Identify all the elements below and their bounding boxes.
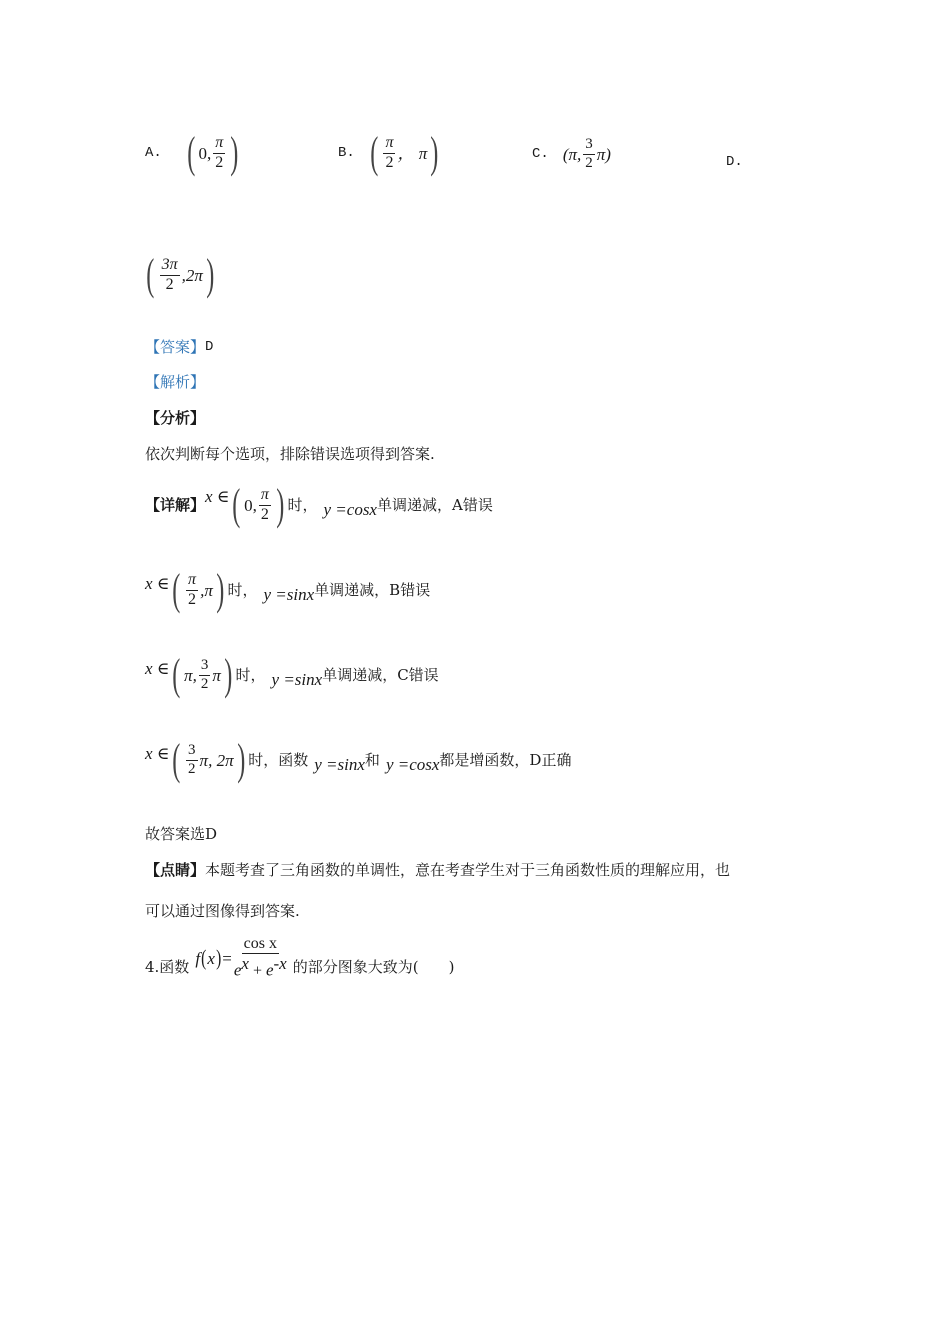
left-paren: ( xyxy=(201,945,207,970)
left-paren: ( xyxy=(172,650,181,699)
q4-den-sup1: x xyxy=(241,954,249,974)
option-b-fraction xyxy=(383,135,395,172)
right-paren: ) xyxy=(276,480,285,529)
detail-1-fraction xyxy=(259,487,271,524)
detail-3-shi: 时， xyxy=(235,665,266,684)
detail-4-func2: y =cosx xyxy=(385,754,440,774)
option-a-fraction xyxy=(213,135,225,172)
option-d-tail: ,2π xyxy=(181,265,203,285)
fenxi-tag: 【分析】 xyxy=(145,408,206,427)
detail-3-func: y =sinx xyxy=(271,669,323,689)
left-paren: ( xyxy=(172,565,181,614)
detail-3-fraction xyxy=(199,658,211,693)
detail-3-rest: 单调递减，C错误 xyxy=(322,665,439,684)
comment-tag: 【点睛】 xyxy=(145,860,206,879)
q4-x: x xyxy=(207,948,215,968)
option-c-tail: π) xyxy=(596,144,611,164)
option-b[interactable] xyxy=(338,130,442,176)
right-paren: ) xyxy=(206,250,215,299)
fraction-numerator: 3π xyxy=(160,257,180,276)
fraction-numerator: 3 xyxy=(186,743,198,761)
q4-den-plus: + xyxy=(248,962,266,980)
q4-prefix: 4.函数 xyxy=(145,957,190,976)
right-paren: ) xyxy=(216,945,222,970)
option-d[interactable] xyxy=(726,154,743,170)
option-d-interval xyxy=(143,252,218,298)
conclusion-text: 故答案选D xyxy=(145,824,218,843)
fraction-numerator: π xyxy=(213,135,225,154)
detail-1-func: y =cosx xyxy=(323,499,377,519)
detail-1-lead: 0, xyxy=(244,495,257,515)
option-b-tail: ， π xyxy=(397,143,428,163)
detail-4-tail: π, 2π xyxy=(199,750,234,770)
detail-4-func1: y =sinx xyxy=(314,754,365,774)
analysis-tag: 【解析】 xyxy=(145,372,206,391)
detail-2-x: x ∈ xyxy=(145,574,170,593)
fraction-denominator: 2 xyxy=(215,153,224,171)
fenxi-body: 依次判断每个选项，排除错误选项得到答案. xyxy=(145,444,435,463)
q4-den-e2: e xyxy=(265,960,274,980)
q4-den-e1: e xyxy=(233,960,242,980)
left-paren: ( xyxy=(146,250,155,299)
detail-4-fraction xyxy=(186,743,198,778)
left-paren: ( xyxy=(172,735,181,784)
detail-2-tail: ,π xyxy=(200,580,213,600)
detail-3-x: x ∈ xyxy=(145,659,170,678)
fraction-denominator: 2 xyxy=(200,675,209,692)
detail-1-x: x ∈ xyxy=(205,487,230,506)
detail-2-fraction xyxy=(186,572,198,609)
q4-denominator xyxy=(234,954,287,980)
left-paren: ( xyxy=(232,480,241,529)
comment-text-2: 可以通过图像得到答案. xyxy=(145,901,300,920)
question-4[interactable] xyxy=(145,934,454,982)
option-c-label: C. xyxy=(532,146,549,162)
fraction-numerator: π xyxy=(383,135,395,154)
detail-4-rest: 都是增函数，D正确 xyxy=(439,750,572,769)
fraction-denominator: 2 xyxy=(585,154,593,171)
q4-suffix: 的部分图象大致为( ) xyxy=(292,957,455,976)
left-paren: ( xyxy=(370,128,379,177)
detail-3-lead: π, xyxy=(184,665,197,685)
right-paren: ) xyxy=(216,565,225,614)
comment-text-1: 本题考查了三角函数的单调性，意在考查学生对于三角函数性质的理解应用，也 xyxy=(205,860,731,879)
right-paren: ) xyxy=(430,128,439,177)
q4-numerator: cos x xyxy=(242,936,279,955)
fraction-denominator: 2 xyxy=(385,153,394,171)
option-a-label: A. xyxy=(145,145,162,161)
comment-line-2 xyxy=(145,902,300,920)
detail-4-x: x ∈ xyxy=(145,744,170,763)
q4-fraction xyxy=(234,936,287,981)
fraction-denominator: 2 xyxy=(165,275,174,293)
detail-2-shi: 时， xyxy=(227,580,258,599)
answer-line xyxy=(145,338,213,356)
detail-2-func: y =sinx xyxy=(263,584,315,604)
fraction-numerator: π xyxy=(186,572,198,591)
q4-den-sup2: -x xyxy=(273,954,287,974)
analysis-heading xyxy=(145,373,205,391)
detail-line-4 xyxy=(145,737,571,783)
fraction-numerator: 3 xyxy=(583,137,595,155)
detail-3-tail: π xyxy=(212,665,221,685)
detail-line-1 xyxy=(145,482,493,528)
detail-tag: 【详解】 xyxy=(145,495,206,514)
left-paren: ( xyxy=(187,128,196,177)
option-a-lead: 0, xyxy=(198,143,212,163)
option-d-fraction xyxy=(160,257,180,294)
fenxi-text xyxy=(145,445,435,463)
detail-1-rest: 单调递减，A错误 xyxy=(376,495,493,514)
option-d-label: D. xyxy=(726,154,743,170)
fraction-numerator: 3 xyxy=(199,658,211,676)
detail-line-3 xyxy=(145,652,439,698)
detail-line-2 xyxy=(145,567,430,613)
conclusion xyxy=(145,825,217,843)
fraction-numerator: π xyxy=(259,487,271,506)
detail-1-shi: 时， xyxy=(287,495,318,514)
fraction-denominator: 2 xyxy=(188,760,196,777)
detail-2-rest: 单调递减，B错误 xyxy=(314,580,431,599)
comment-line-1 xyxy=(145,861,730,879)
answer-tag: 【答案】 xyxy=(145,337,206,356)
detail-4-shi: 时，函数 xyxy=(248,750,309,769)
option-a[interactable] xyxy=(145,130,242,176)
fenxi-heading xyxy=(145,409,205,427)
detail-4-he: 和 xyxy=(364,750,380,769)
right-paren: ) xyxy=(230,128,239,177)
q4-f: f xyxy=(195,948,201,968)
option-c-fraction xyxy=(583,137,595,172)
answer-value: D xyxy=(205,339,214,355)
option-c[interactable] xyxy=(532,132,611,176)
option-b-label: B. xyxy=(338,145,355,161)
q4-eq: = xyxy=(222,948,232,968)
right-paren: ) xyxy=(236,735,245,784)
fraction-denominator: 2 xyxy=(188,590,197,608)
right-paren: ) xyxy=(224,650,233,699)
option-c-lead: (π, xyxy=(562,144,582,164)
fraction-denominator: 2 xyxy=(260,505,269,523)
